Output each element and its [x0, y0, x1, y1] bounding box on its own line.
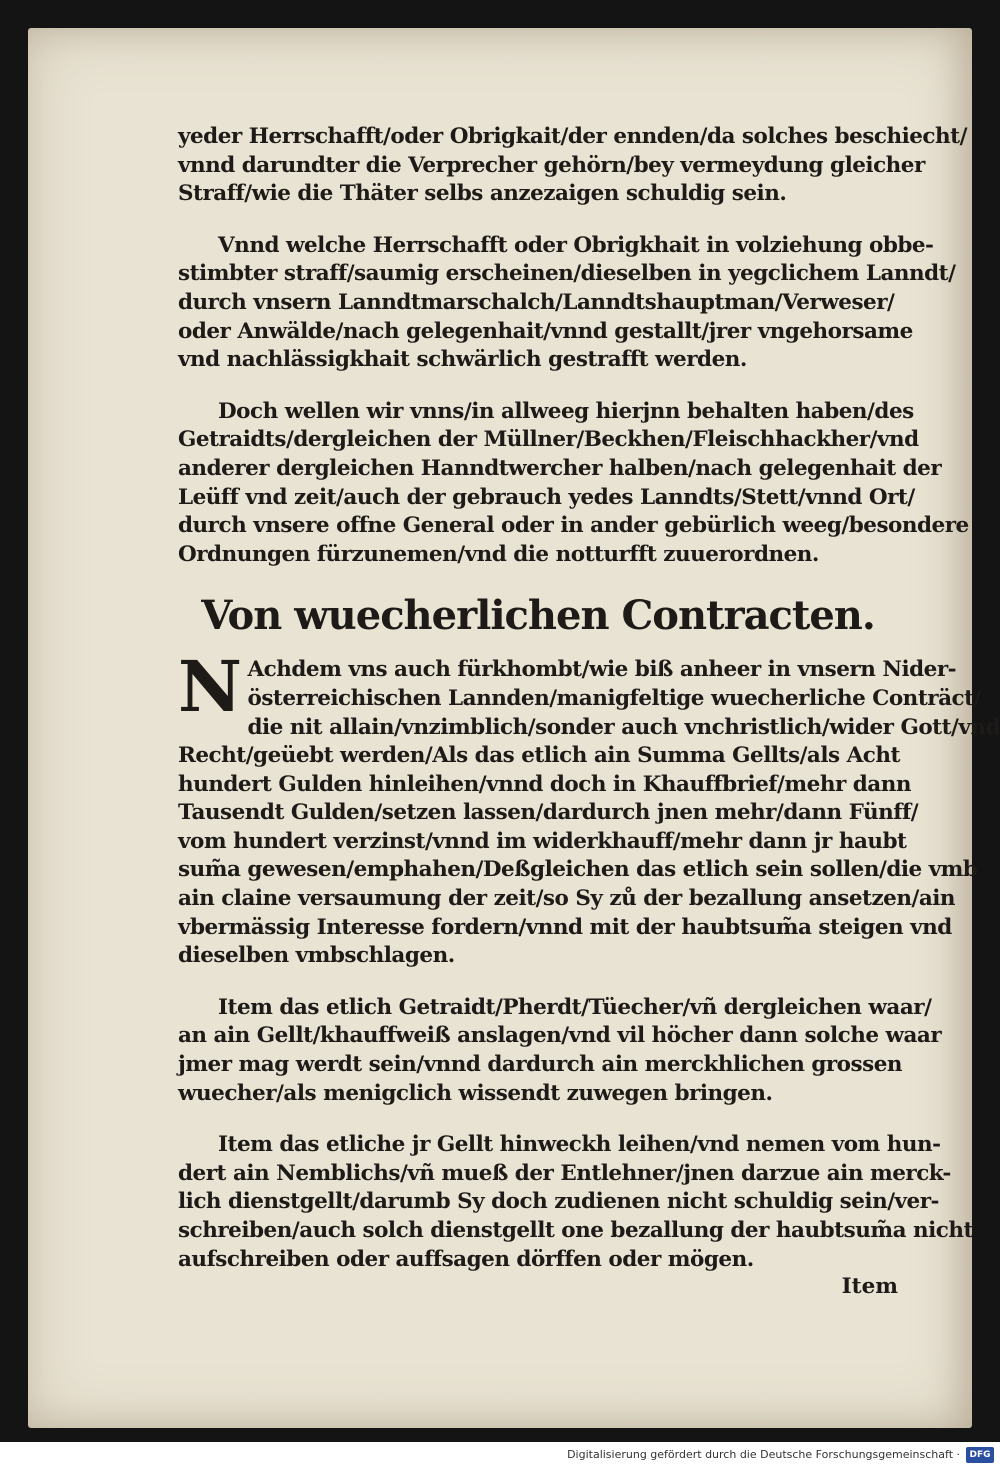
- text-line: schreiben/auch solch dienstgellt one bezallung der haubtsum̃a nicht: [178, 1218, 973, 1243]
- text-line: durch vnsern Lanndtmarschalch/Lanndtshauptman/Verweser/: [178, 289, 895, 315]
- text-line: jmer mag werdt sein/vnnd dardurch ain merckhlichen grossen: [178, 1052, 903, 1078]
- paragraph-6: [178, 1131, 973, 1274]
- footer-bar: [0, 1442, 1000, 1469]
- paragraph-3: [178, 398, 969, 570]
- paragraph-4: [178, 645, 1000, 971]
- text-line: Straff/wie die Thäter selbs anzezaigen schuldig sein.: [178, 181, 787, 207]
- text-line: Doch wellen wir vnns/in allweeg hierjnn behalten haben/des: [218, 398, 914, 424]
- text-line: stimbter straff/saumig erscheinen/dieselben in yegclichem Lanndt/: [178, 261, 956, 287]
- text-line: vom hundert verzinst/vnnd im widerkhauff/mehr dann jr haubt: [178, 828, 907, 854]
- text-line: oder Anwälde/nach gelegenhait/vnnd gestallt/jrer vngehorsame: [178, 318, 913, 344]
- text-line: vnd nachlässigkhait schwärlich gestrafft werden.: [178, 347, 747, 373]
- text-line: Achdem vns auch fürkhombt/wie biß anheer in vnsern Nider-: [247, 657, 957, 683]
- text-line: ain claine versaumung der zeit/so Sy zů der bezallung ansetzen/ain: [178, 886, 956, 912]
- footer-credit: Digitalisierung gefördert durch die Deutsche Forschungsgemeinschaft ·: [567, 1448, 960, 1461]
- text-line: Tausendt Gulden/setzen lassen/dardurch jnen mehr/dann Fünff/: [178, 800, 919, 826]
- dfg-logo-icon: DFG: [966, 1447, 994, 1463]
- text-line: vnnd darundter die Verprecher gehörn/bey vermeydung gleicher: [178, 152, 925, 178]
- text-line: aufschreiben oder auffsagen dörffen oder mögen.: [178, 1246, 754, 1272]
- text-line: sum̃a gewesen/emphahen/Deßgleichen das etlich sein sollen/die vmb: [178, 857, 978, 883]
- text-line: Leüff vnd zeit/auch der gebrauch yedes Lanndts/Stett/vnnd Ort/: [178, 484, 915, 510]
- text-line: vbermässig Interesse fordern/vnnd mit der haubtsum̃a steigen vnd: [178, 914, 952, 940]
- text-line: an ain Gellt/khauffweiß anslagen/vnd vil höcher dann solche waar: [178, 1023, 942, 1049]
- section-heading: Von wuecherlichen Contracten.: [201, 592, 875, 640]
- text-line: lich dienstgellt/darumb Sy doch zudienen nicht schuldig sein/ver-: [178, 1189, 939, 1215]
- text-line: wuecher/als menigclich wissendt zuwegen bringen.: [178, 1080, 773, 1106]
- paragraph-2: [178, 232, 956, 375]
- text-line: die nit allain/vnzimblich/sonder auch vnchristlich/wider Gott/vnd: [247, 714, 1000, 740]
- text-line: Recht/geüebt werden/Als das etlich ain Summa Gellts/als Acht: [178, 743, 900, 769]
- catchword: Item: [841, 1274, 898, 1300]
- paragraph-5: [178, 994, 942, 1108]
- text-line: anderer dergleichen Hanndtwercher halben/nach gelegenhait der: [178, 455, 942, 481]
- text-line: hundert Gulden hinleihen/vnnd doch in Khauffbrief/mehr dann: [178, 771, 912, 797]
- book-page: [28, 28, 1000, 1428]
- text-line: durch vnsere offne General oder in ander gebürlich weeg/besondere: [178, 513, 969, 539]
- paragraph-1: [178, 123, 967, 209]
- drop-cap: N: [178, 645, 242, 729]
- text-line: dert ain Nemblichs/vñ mueß der Entlehner/jnen darzue ain merck-: [178, 1160, 951, 1186]
- page-text: [178, 123, 1000, 1300]
- text-line: yeder Herrschafft/oder Obrigkait/der ennden/da solches beschiecht/: [178, 124, 967, 149]
- text-line: dieselben vmbschlagen.: [178, 943, 455, 969]
- text-line: österreichischen Lannden/manigfeltige wuecherliche Conträct/: [247, 685, 981, 711]
- text-line: Item das etliche jr Gellt hinweckh leihen/vnd nemen vom hun-: [218, 1132, 941, 1158]
- text-line: Item das etlich Getraidt/Pherdt/Tüecher/vñ dergleichen waar/: [218, 994, 932, 1020]
- text-line: Ordnungen fürzunemen/vnd die notturfft zuuerordnen.: [178, 541, 819, 567]
- text-line: Getraidts/dergleichen der Müllner/Beckhen/Fleischhackher/vnd: [178, 427, 919, 453]
- text-line: Vnnd welche Herrschafft oder Obrigkhait in volziehung obbe-: [218, 232, 934, 258]
